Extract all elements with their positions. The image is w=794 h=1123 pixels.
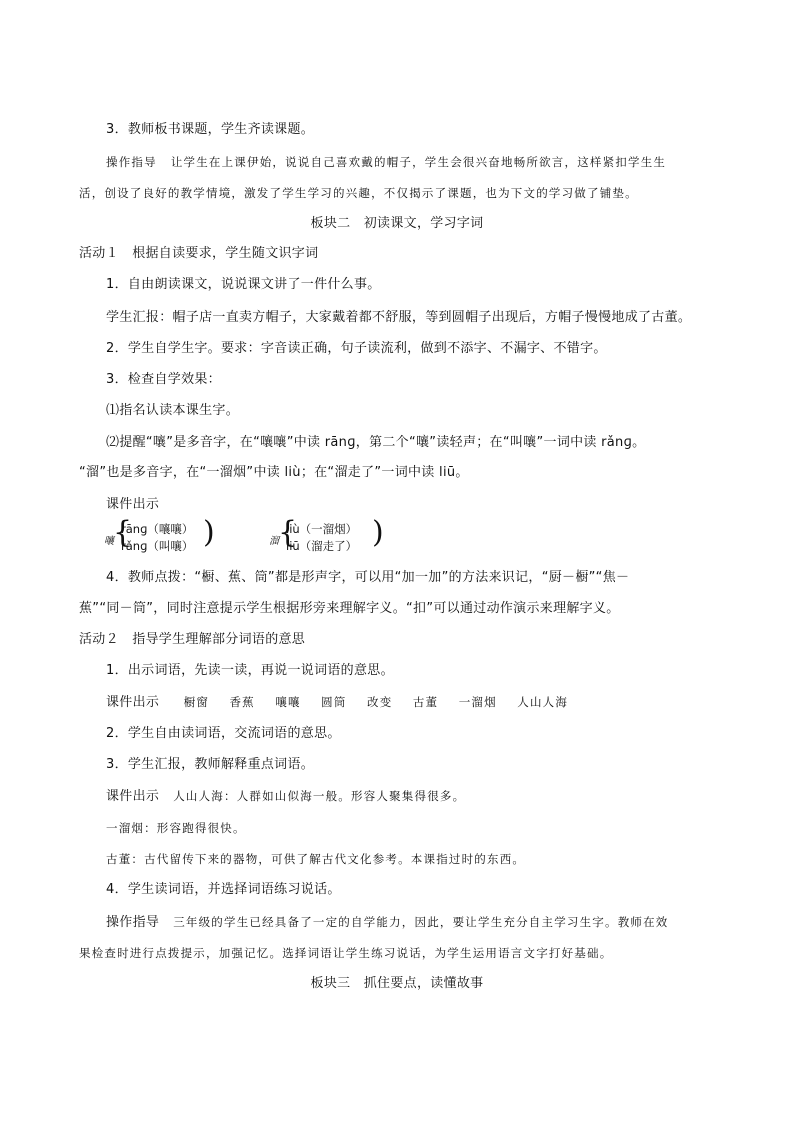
activity-1-item-4: 4．教师点拨：“橱、蕉、筒”都是形声字，可以用“加一加”的方法来识记，“厨－橱”“焦－ xyxy=(106,570,630,585)
activity-1-sub-1: ⑴指名认读本课生字。 xyxy=(106,403,240,418)
activity-1-sub-2-cont: “溜”也是多音字，在“一溜烟”中读 liù；在“溜走了”一词中读 liū。 xyxy=(79,465,469,480)
word-item: 人山人海 xyxy=(517,695,569,709)
guidance-text: 三年级的学生已经具备了一定的自学能力，因此，要让学生充分自主学习生字。教师在效 xyxy=(173,915,669,929)
word-item: 橱窗 xyxy=(183,695,210,709)
activity-1-report: 学生汇报：帽子店一直卖方帽子，大家戴着都不舒服，等到圆帽子出现后，方帽子慢慢地成了古董。 xyxy=(106,310,692,325)
courseware-label-1: 课件出示 xyxy=(106,497,160,512)
activity-1-heading: 活动１ 根据自读要求，学生随文识字词 xyxy=(79,246,319,261)
guidance-paragraph-2-cont: 果检查时进行点拨提示，加强记忆。选择词语让学生练习说话，为学生运用语言文字打好基础。 xyxy=(79,946,613,960)
definition-text: 人山人海：人群如山似海一般。形容人聚集得很多。 xyxy=(173,789,466,803)
section-heading-2: 板块二 初读课文，学习字词 xyxy=(310,216,484,231)
liu-reading-1: liù（一溜烟） xyxy=(286,522,358,536)
activity-2-heading: 活动２ 指导学生理解部分词语的意思 xyxy=(79,632,306,647)
guidance-paragraph-1-cont: 活，创设了良好的教学情境，激发了学生学习的兴趣，不仅揭示了课题，也为下文的学习做了铺垫。 xyxy=(79,186,638,200)
guidance-label: 操作指导 xyxy=(106,155,157,169)
activity-2-item-2: 2．学生自由读词语，交流词语的意思。 xyxy=(106,726,341,741)
courseware-label-2: 课件出示 xyxy=(106,695,160,710)
word-item: 嚷嚷 xyxy=(275,695,301,709)
activity-1-sub-2: ⑵提醒“嚷”是多音字，在“嚷嚷”中读 rānɡ，第二个“嚷”读轻声；在“叫嚷”一词中读 rǎnɡ。 xyxy=(106,435,646,450)
activity-2-item-3: 3．学生汇报，教师解释重点词语。 xyxy=(106,757,315,772)
rang-char: 嚷 xyxy=(104,536,114,547)
word-item: 香蕉 xyxy=(229,695,255,709)
definition-row-2: 一溜烟：形容跑得很快。 xyxy=(106,821,246,835)
activity-2-item-4: 4．学生读词语，并选择词语练习说话。 xyxy=(106,882,341,897)
activity-1-item-1: 1．自由朗读课文，说说课文讲了一件什么事。 xyxy=(106,277,381,292)
word-item: 圆筒 xyxy=(321,695,347,709)
activity-1-item-3: 3．检查自学效果： xyxy=(106,372,221,387)
right-brace-icon: ) xyxy=(203,515,215,550)
word-item: 一溜烟 xyxy=(458,695,497,709)
activity-2-item-1: 1．出示词语，先读一读，再说一说词语的意思。 xyxy=(106,663,394,678)
courseware-label-3: 课件出示 xyxy=(106,789,160,804)
activity-1-item-2: 2．学生自学生字。要求：字音读正确，句子读流利，做到不添字、不漏字、不错字。 xyxy=(106,341,607,356)
step-3-board: 3．教师板书课题，学生齐读课题。 xyxy=(106,122,315,137)
guidance-text: 让学生在上课伊始，说说自己喜欢戴的帽子，学生会很兴奋地畅所欲言，这样紧扣学生生 xyxy=(170,155,667,169)
word-list-row xyxy=(106,693,584,712)
left-brace-icon: { xyxy=(113,515,133,550)
left-brace-icon: { xyxy=(278,515,298,550)
word-item: 改变 xyxy=(367,695,393,709)
right-brace-icon: ) xyxy=(372,515,384,550)
section-heading-3: 板块三 抓住要点，读懂故事 xyxy=(310,976,484,991)
rang-reading-2: rǎnɡ（叫嚷） xyxy=(121,539,194,553)
guidance-paragraph-1 xyxy=(106,153,666,171)
rang-reading-1: rānɡ（嚷嚷） xyxy=(121,522,194,536)
liu-char: 溜 xyxy=(269,536,279,547)
guidance-paragraph-2 xyxy=(106,913,669,932)
word-item: 古董 xyxy=(412,695,439,709)
definition-row-3: 古董：古代留传下来的器物，可供了解古代文化参考。本课指过时的东西。 xyxy=(106,852,526,866)
liu-reading-2: liū（溜走了） xyxy=(286,539,358,553)
activity-1-item-4-cont: 蕉”“同－筒”，同时注意提示学生根据形旁来理解字义。“扣”可以通过动作演示来理解字义。 xyxy=(79,601,620,616)
definition-row-1 xyxy=(106,787,465,806)
guidance-label: 操作指导 xyxy=(106,915,160,930)
